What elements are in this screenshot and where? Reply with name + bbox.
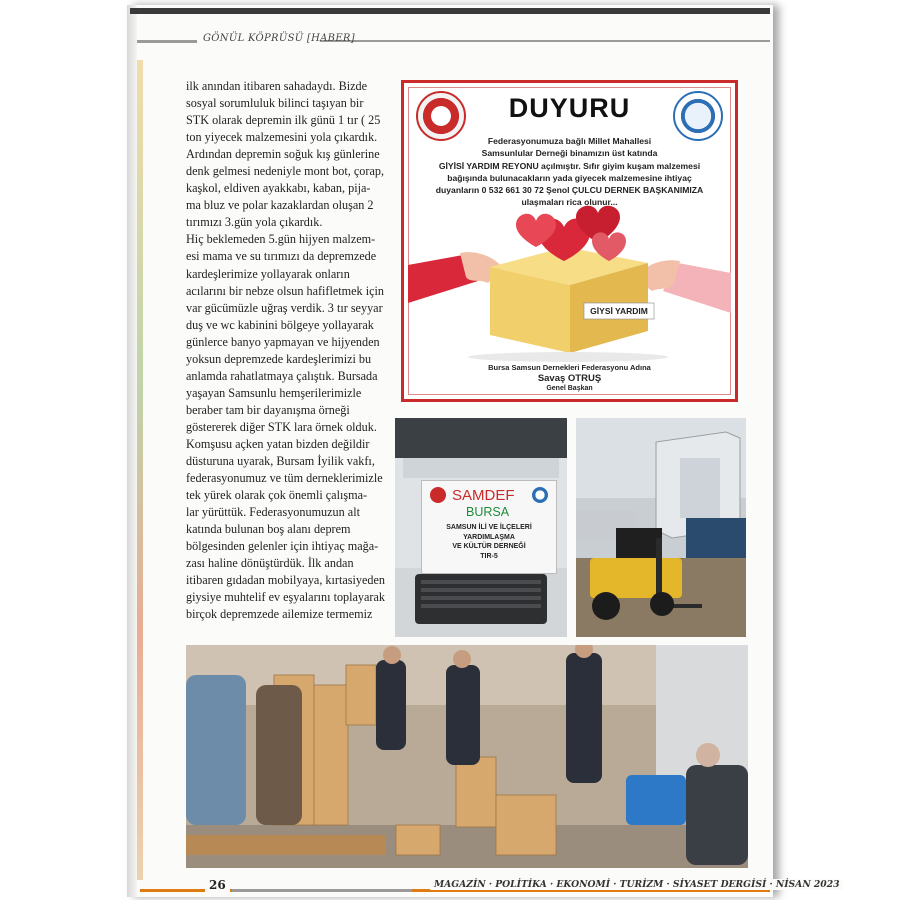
article-line: sosyal sorumluluk bilinci taşıyan bir bbox=[186, 96, 364, 111]
page-spine bbox=[127, 5, 137, 897]
article-line: STK olarak depremin ilk günü 1 tır ( 25 bbox=[186, 113, 381, 128]
article-line: denk gelmesi nedeniyle mont bot, çorap, bbox=[186, 164, 384, 179]
signature-org: Bursa Samsun Dernekleri Federasyonu Adına bbox=[488, 363, 651, 372]
donation-box-illustration bbox=[408, 203, 731, 363]
article-line: var gücümüzle uğraş verdik. 3 tır seyyar bbox=[186, 300, 383, 315]
association-seal-icon bbox=[532, 487, 548, 503]
article-line: itibaren gıdadan mobilyaya, kırtasiyeden bbox=[186, 573, 385, 588]
facing-page-bleed bbox=[137, 60, 143, 880]
article-line: giysiye muhtelif ev eşyalarını toplayarak bbox=[186, 590, 385, 605]
cabin-forklift-illustration bbox=[576, 418, 746, 637]
article-line: duş ve wc kabinini bölgeye yollayarak bbox=[186, 317, 374, 332]
article-line: acılarını bir nebze olsun hafifletmek için bbox=[186, 283, 384, 298]
article-line: düsturuna uyarak, Bursam İyilik vakfı, bbox=[186, 454, 375, 469]
volunteers-unloading-photo bbox=[186, 645, 748, 868]
article-line: Ardından depremin soğuk kış günlerine bbox=[186, 147, 380, 162]
article-line: ma bluz ve polar kazaklardan oluşan 2 bbox=[186, 198, 374, 213]
page-number: 26 bbox=[205, 878, 230, 892]
truck-sign-body bbox=[422, 523, 556, 561]
cabin-forklift-photo bbox=[576, 418, 746, 637]
article-line: esi mama ve su tırımızı da depremzede bbox=[186, 249, 377, 264]
notice-line: bağışında bulunacakların yada giyecek malzemesine ihtiyaç bbox=[447, 172, 692, 183]
box-shadow bbox=[468, 352, 668, 362]
notice-line: GİYİSİ YARDIM REYONU açılmıştır. Sıfır giyim kuşam malzemesi bbox=[438, 160, 701, 171]
signature-name: Savaş OTRUŞ bbox=[537, 373, 602, 384]
article-line: ton yiyecek malzemesini yola çıkardık. bbox=[186, 130, 378, 145]
truck-photo bbox=[395, 418, 567, 637]
box-label: GİYSİ YARDIM bbox=[590, 306, 648, 316]
article-line: kardeşlerimize yollayarak onların bbox=[186, 266, 350, 281]
article-line: ilk anından itibaren sahadaydı. Bizde bbox=[186, 79, 368, 93]
notice-line: duyanların 0 532 661 30 72 Şenol ÇULCU DERNEK BAŞKANIMIZA bbox=[435, 185, 704, 196]
truck-sign-line: SAMSUN İLİ VE İLÇELERİ bbox=[446, 524, 532, 531]
volunteers-unloading-illustration bbox=[186, 645, 748, 868]
article-line: beraber tam bir dayanışma örneği bbox=[186, 402, 350, 417]
article-column bbox=[186, 78, 386, 624]
article-line: yaşayan Samsunlu hemşerilerimizle bbox=[186, 385, 362, 400]
truck-sign-line: TIR-5 bbox=[480, 552, 498, 560]
article-line: bölgesinden gelenler için ihtiyaç mağa- bbox=[186, 539, 379, 554]
header-rule-left bbox=[137, 40, 197, 43]
truck-sign-line: YARDIMLAŞMA bbox=[463, 533, 515, 541]
article-line: Komşusu açken yatan bizden değildir bbox=[186, 436, 370, 451]
article-line: kaşkol, eldiven ayakkabı, kaban, pija- bbox=[186, 181, 371, 196]
footer-rule-grey bbox=[232, 889, 412, 892]
page-top-edge bbox=[130, 8, 770, 14]
header-rule-right bbox=[320, 40, 770, 42]
article-line: zası haline dönüştürdük. İlk andan bbox=[186, 556, 354, 571]
article-line: birçok depremzede ailemize termemiz bbox=[186, 607, 373, 622]
notice-line: Samsunlular Derneği binamızın üst katında bbox=[481, 148, 658, 159]
article-line: anlamda rahatlatmaya çalıştık. Bursada bbox=[186, 368, 378, 383]
article-line: tırımızı 3.gün yola çıkardık. bbox=[186, 215, 323, 230]
notice-line: Federasyonumuza bağlı Millet Mahallesi bbox=[487, 136, 652, 146]
poster-signature bbox=[404, 363, 735, 392]
article-line: göstererek diğer STK lara örnek olduk. bbox=[186, 419, 377, 434]
announcement-poster bbox=[401, 80, 738, 402]
poster-title: DUYURU bbox=[508, 93, 631, 123]
section-header: GÖNÜL KÖPRÜSÜ [HABER] bbox=[203, 33, 355, 44]
turkish-flag-icon bbox=[430, 487, 446, 503]
magazine-footer: MAGAZİN · POLİTİKA · EKONOMİ · TURİZM · SİYASET DERGİSİ · NİSAN 2023 bbox=[430, 879, 843, 890]
truck-sign-title: SAMDEF bbox=[452, 487, 515, 504]
poster-notice bbox=[424, 135, 715, 209]
article-line: günlerce banyo yapmayan ve hijyenden bbox=[186, 334, 380, 349]
article-line: lar yürüttük. Federasyonumuzun alt bbox=[186, 505, 360, 520]
article-line: yoksun depremzede kardeşlerimizi bu bbox=[186, 351, 372, 366]
truck-sign-line: VE KÜLTÜR DERNEĞİ bbox=[452, 543, 526, 550]
article-line: federasyonumuz ve tüm derneklerimizle bbox=[186, 471, 383, 486]
truck-sign bbox=[421, 480, 557, 574]
notice-line: ulaşmaları rica olunur... bbox=[521, 197, 618, 208]
article-line: katında bulunan boş alanı deprem bbox=[186, 522, 351, 537]
signature-role: Genel Başkan bbox=[546, 385, 593, 392]
truck-sign-subtitle: BURSA bbox=[466, 505, 510, 519]
article-line: Hiç beklemeden 5.gün hijyen malzem- bbox=[186, 232, 376, 247]
article-line: tek yürek olarak çok önemli çalışma- bbox=[186, 488, 368, 503]
